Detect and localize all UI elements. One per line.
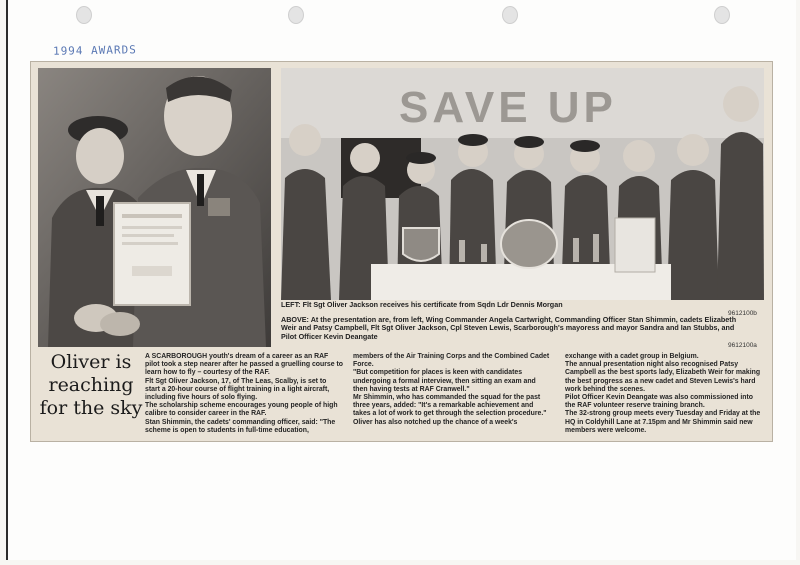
caption-label: ABOVE:	[281, 315, 309, 324]
article-column-3	[565, 353, 765, 435]
newspaper-clipping	[30, 61, 773, 442]
article-paragraph: A SCARBOROUGH youth's dream of a career as an RAF pilot took a step nearer after he passed a gruelling course to learn how to fly – courtesy of the RAF.	[145, 353, 343, 377]
photo-reference-number: 9612100a	[728, 342, 757, 349]
punch-hole	[502, 6, 518, 24]
article-paragraph: Mr Shimmin, who has commanded the squad for the past three years, added: "It's a remarkable achievement and takes a lot of work to get through the selection procedure."	[353, 394, 547, 418]
article-paragraph: Pilot Officer Kevin Deangate was also commissioned into the RAF volunteer reserve training branch.	[565, 394, 754, 410]
article-paragraph: "But competition for places is keen with candidates undergoing a formal interview, then sitting an exam and then having tests at RAF Cranwell."	[353, 369, 536, 393]
handwritten-note: 1994 AWARDS	[52, 43, 137, 58]
article-headline: Oliver is reaching for the sky	[39, 351, 143, 419]
punch-hole	[288, 6, 304, 24]
article-column-1	[145, 353, 343, 435]
article-paragraph: Stan Shimmin, the cadets' commanding officer, said: "The scheme is open to students in full-time education,	[145, 418, 336, 434]
article-paragraph: Flt Sgt Oliver Jackson, 17, of The Leas, Scalby, is set to start a 20-hour course of flight training in a light aircraft, including five hours of solo flying.	[145, 377, 330, 402]
article-paragraph: exchange with a cadet group in Belgium.	[565, 353, 699, 360]
punch-hole	[714, 6, 730, 24]
caption-text: Flt Sgt Oliver Jackson receives his certificate from Sqdn Ldr Dennis Morgan	[302, 300, 563, 309]
photo-certificate-presentation	[38, 68, 271, 347]
punch-hole	[76, 6, 92, 24]
caption-above-photo	[281, 316, 751, 341]
caption-label: LEFT:	[281, 300, 301, 309]
article-paragraph: The scholarship scheme encourages young people of high calibre to consider career in the RAF.	[145, 402, 338, 418]
caption-text: At the presentation are, from left, Wing Commander Angela Cartwright, Commanding Officer Stan Shimmin, cadets Elizabeth Weir and Patsy Campbell, Flt Sgt Oliver Jackson, Cpl Steven Lewis, Scarborough's mayoress and mayor Sandra and Ian Stubbs, and Pilot Officer Kevin Deangate	[281, 315, 737, 341]
article-paragraph: Oliver has also notched up the chance of a week's	[353, 418, 518, 426]
banner-text: SAVE UP	[399, 83, 617, 132]
caption-left-photo	[281, 301, 761, 309]
photo-reference-number: 9612100b	[728, 310, 757, 317]
article-column-2	[353, 353, 551, 427]
article-paragraph: The annual presentation night also recognised Patsy Campbell as the best sports lady, Elizabeth Weir for making the best progress as a new cadet and Steven Lewis's hard work behind the scenes.	[565, 361, 761, 393]
article-paragraph: members of the Air Training Corps and the Combined Cadet Force.	[353, 353, 550, 369]
article-paragraph: The 32-strong group meets every Tuesday and Friday at the HQ in Coldyhill Lane at 7.15pm and Mr Shimmin said new members were welcome.	[565, 410, 761, 434]
photo-group-presentation	[281, 68, 764, 300]
